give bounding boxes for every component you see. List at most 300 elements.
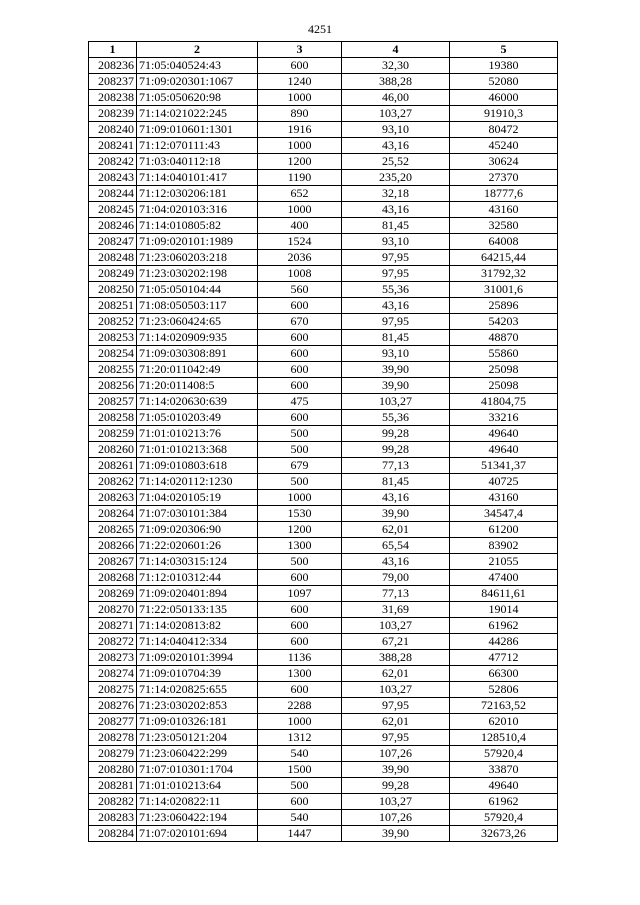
specific-value-cell: 43,16 [342, 138, 450, 154]
row-number-cell: 208255 [89, 362, 137, 378]
area-cell: 600 [258, 682, 342, 698]
area-cell: 400 [258, 218, 342, 234]
column-header-5: 5 [450, 42, 558, 58]
cadastral-value-cell: 34547,4 [450, 506, 558, 522]
table-row [89, 682, 558, 698]
cadastral-number-cell: 71:09:020101:3994 [137, 650, 258, 666]
specific-value-cell: 97,95 [342, 730, 450, 746]
table-row [89, 410, 558, 426]
row-number-cell: 208260 [89, 442, 137, 458]
cadastral-value-cell: 52080 [450, 74, 558, 90]
table-row [89, 522, 558, 538]
row-number-cell: 208266 [89, 538, 137, 554]
row-number-cell: 208249 [89, 266, 137, 282]
cadastral-number-cell: 71:04:020105:19 [137, 490, 258, 506]
table-row [89, 634, 558, 650]
cadastral-value-cell: 49640 [450, 426, 558, 442]
area-cell: 1916 [258, 122, 342, 138]
table-row [89, 826, 558, 842]
specific-value-cell: 39,90 [342, 762, 450, 778]
area-cell: 500 [258, 778, 342, 794]
area-cell: 1000 [258, 138, 342, 154]
cadastral-number-cell: 71:07:010301:1704 [137, 762, 258, 778]
specific-value-cell: 93,10 [342, 234, 450, 250]
area-cell: 1524 [258, 234, 342, 250]
specific-value-cell: 388,28 [342, 74, 450, 90]
specific-value-cell: 103,27 [342, 394, 450, 410]
specific-value-cell: 43,16 [342, 202, 450, 218]
specific-value-cell: 81,45 [342, 330, 450, 346]
cadastral-value-cell: 84611,61 [450, 586, 558, 602]
row-number-cell: 208244 [89, 186, 137, 202]
table-row [89, 730, 558, 746]
table-row [89, 458, 558, 474]
cadastral-number-cell: 71:22:050133:135 [137, 602, 258, 618]
table-row [89, 330, 558, 346]
area-cell: 600 [258, 602, 342, 618]
table-row [89, 138, 558, 154]
specific-value-cell: 93,10 [342, 122, 450, 138]
specific-value-cell: 77,13 [342, 586, 450, 602]
specific-value-cell: 43,16 [342, 490, 450, 506]
cadastral-value-cell: 19380 [450, 58, 558, 74]
cadastral-number-cell: 71:05:050620:98 [137, 90, 258, 106]
row-number-cell: 208259 [89, 426, 137, 442]
specific-value-cell: 103,27 [342, 794, 450, 810]
row-number-cell: 208258 [89, 410, 137, 426]
specific-value-cell: 43,16 [342, 298, 450, 314]
specific-value-cell: 81,45 [342, 218, 450, 234]
table-row [89, 714, 558, 730]
cadastral-value-cell: 43160 [450, 490, 558, 506]
cadastral-number-cell: 71:14:040412:334 [137, 634, 258, 650]
area-cell: 1000 [258, 202, 342, 218]
specific-value-cell: 62,01 [342, 522, 450, 538]
row-number-cell: 208269 [89, 586, 137, 602]
specific-value-cell: 103,27 [342, 106, 450, 122]
cadastral-number-cell: 71:05:010203:49 [137, 410, 258, 426]
cadastral-value-cell: 44286 [450, 634, 558, 650]
table-row [89, 346, 558, 362]
cadastral-number-cell: 71:09:020401:894 [137, 586, 258, 602]
area-cell: 1500 [258, 762, 342, 778]
cadastral-value-cell: 25098 [450, 362, 558, 378]
area-cell: 1000 [258, 714, 342, 730]
cadastral-value-cell: 32673,26 [450, 826, 558, 842]
row-number-cell: 208253 [89, 330, 137, 346]
cadastral-number-cell: 71:07:020101:694 [137, 826, 258, 842]
cadastral-value-cell: 40725 [450, 474, 558, 490]
row-number-cell: 208248 [89, 250, 137, 266]
specific-value-cell: 32,18 [342, 186, 450, 202]
area-cell: 560 [258, 282, 342, 298]
cadastral-number-cell: 71:09:030308:891 [137, 346, 258, 362]
specific-value-cell: 107,26 [342, 746, 450, 762]
cadastral-value-cell: 54203 [450, 314, 558, 330]
table-row [89, 490, 558, 506]
specific-value-cell: 65,54 [342, 538, 450, 554]
area-cell: 1200 [258, 522, 342, 538]
cadastral-value-cell: 61962 [450, 794, 558, 810]
cadastral-number-cell: 71:12:010312:44 [137, 570, 258, 586]
table-row [89, 218, 558, 234]
cadastral-value-cell: 49640 [450, 442, 558, 458]
specific-value-cell: 55,36 [342, 282, 450, 298]
cadastral-number-cell: 71:08:050503:117 [137, 298, 258, 314]
cadastral-number-cell: 71:14:030315:124 [137, 554, 258, 570]
cadastral-number-cell: 71:14:010805:82 [137, 218, 258, 234]
cadastral-value-cell: 57920,4 [450, 810, 558, 826]
cadastral-number-cell: 71:14:020112:1230 [137, 474, 258, 490]
row-number-cell: 208257 [89, 394, 137, 410]
cadastral-value-cell: 21055 [450, 554, 558, 570]
row-number-cell: 208271 [89, 618, 137, 634]
table-row [89, 154, 558, 170]
row-number-cell: 208236 [89, 58, 137, 74]
cadastral-value-cell: 45240 [450, 138, 558, 154]
area-cell: 600 [258, 378, 342, 394]
column-header-1: 1 [89, 42, 137, 58]
row-number-cell: 208237 [89, 74, 137, 90]
area-cell: 600 [258, 794, 342, 810]
cadastral-value-cell: 27370 [450, 170, 558, 186]
cadastral-value-cell: 128510,4 [450, 730, 558, 746]
area-cell: 1447 [258, 826, 342, 842]
cadastral-number-cell: 71:14:020813:82 [137, 618, 258, 634]
area-cell: 1000 [258, 90, 342, 106]
specific-value-cell: 39,90 [342, 826, 450, 842]
row-number-cell: 208279 [89, 746, 137, 762]
area-cell: 540 [258, 746, 342, 762]
table-body [89, 58, 558, 842]
column-header-4: 4 [342, 42, 450, 58]
row-number-cell: 208270 [89, 602, 137, 618]
cadastral-number-cell: 71:01:010213:368 [137, 442, 258, 458]
cadastral-number-cell: 71:01:010213:76 [137, 426, 258, 442]
cadastral-value-cell: 49640 [450, 778, 558, 794]
specific-value-cell: 97,95 [342, 314, 450, 330]
table-row [89, 202, 558, 218]
specific-value-cell: 77,13 [342, 458, 450, 474]
table-row [89, 106, 558, 122]
row-number-cell: 208272 [89, 634, 137, 650]
specific-value-cell: 39,90 [342, 362, 450, 378]
specific-value-cell: 97,95 [342, 698, 450, 714]
table-row [89, 90, 558, 106]
cadastral-number-cell: 71:23:050121:204 [137, 730, 258, 746]
cadastral-value-cell: 25896 [450, 298, 558, 314]
cadastral-number-cell: 71:14:020630:639 [137, 394, 258, 410]
cadastral-number-cell: 71:14:040101:417 [137, 170, 258, 186]
specific-value-cell: 67,21 [342, 634, 450, 650]
area-cell: 1240 [258, 74, 342, 90]
table-row [89, 650, 558, 666]
cadastral-value-cell: 33216 [450, 410, 558, 426]
cadastral-value-cell: 64215,44 [450, 250, 558, 266]
row-number-cell: 208243 [89, 170, 137, 186]
row-number-cell: 208268 [89, 570, 137, 586]
table-row [89, 618, 558, 634]
cadastral-value-cell: 41804,75 [450, 394, 558, 410]
cadastral-value-cell: 62010 [450, 714, 558, 730]
specific-value-cell: 81,45 [342, 474, 450, 490]
row-number-cell: 208284 [89, 826, 137, 842]
specific-value-cell: 43,16 [342, 554, 450, 570]
area-cell: 540 [258, 810, 342, 826]
table-row [89, 282, 558, 298]
cadastral-number-cell: 71:05:040524:43 [137, 58, 258, 74]
table-row [89, 170, 558, 186]
row-number-cell: 208247 [89, 234, 137, 250]
table-row [89, 378, 558, 394]
table-row [89, 186, 558, 202]
row-number-cell: 208242 [89, 154, 137, 170]
cadastral-number-cell: 71:09:020301:1067 [137, 74, 258, 90]
cadastral-number-cell: 71:01:010213:64 [137, 778, 258, 794]
specific-value-cell: 32,30 [342, 58, 450, 74]
row-number-cell: 208276 [89, 698, 137, 714]
cadastral-value-cell: 80472 [450, 122, 558, 138]
area-cell: 500 [258, 554, 342, 570]
table-row [89, 794, 558, 810]
area-cell: 2288 [258, 698, 342, 714]
table-row [89, 74, 558, 90]
specific-value-cell: 25,52 [342, 154, 450, 170]
cadastral-number-cell: 71:12:030206:181 [137, 186, 258, 202]
cadastral-value-cell: 31792,32 [450, 266, 558, 282]
cadastral-number-cell: 71:23:030202:853 [137, 698, 258, 714]
row-number-cell: 208241 [89, 138, 137, 154]
row-number-cell: 208280 [89, 762, 137, 778]
cadastral-value-cell: 30624 [450, 154, 558, 170]
table-row [89, 122, 558, 138]
row-number-cell: 208265 [89, 522, 137, 538]
specific-value-cell: 46,00 [342, 90, 450, 106]
cadastral-value-cell: 51341,37 [450, 458, 558, 474]
table-header-row [89, 42, 558, 58]
table-row [89, 586, 558, 602]
row-number-cell: 208245 [89, 202, 137, 218]
specific-value-cell: 97,95 [342, 266, 450, 282]
area-cell: 1312 [258, 730, 342, 746]
table-row [89, 250, 558, 266]
cadastral-value-cell: 52806 [450, 682, 558, 698]
row-number-cell: 208282 [89, 794, 137, 810]
cadastral-value-cell: 18777,6 [450, 186, 558, 202]
cadastral-value-cell: 25098 [450, 378, 558, 394]
row-number-cell: 208281 [89, 778, 137, 794]
table-row [89, 394, 558, 410]
cadastral-value-cell: 55860 [450, 346, 558, 362]
table-row [89, 506, 558, 522]
table-row [89, 698, 558, 714]
row-number-cell: 208239 [89, 106, 137, 122]
specific-value-cell: 97,95 [342, 250, 450, 266]
table-row [89, 362, 558, 378]
area-cell: 600 [258, 58, 342, 74]
area-cell: 475 [258, 394, 342, 410]
cadastral-number-cell: 71:09:010326:181 [137, 714, 258, 730]
cadastral-value-cell: 57920,4 [450, 746, 558, 762]
cadastral-number-cell: 71:20:011408:5 [137, 378, 258, 394]
specific-value-cell: 235,20 [342, 170, 450, 186]
cadastral-number-cell: 71:20:011042:49 [137, 362, 258, 378]
table-row [89, 554, 558, 570]
table-row [89, 474, 558, 490]
cadastral-number-cell: 71:09:010601:1301 [137, 122, 258, 138]
cadastral-number-cell: 71:07:030101:384 [137, 506, 258, 522]
row-number-cell: 208273 [89, 650, 137, 666]
specific-value-cell: 99,28 [342, 442, 450, 458]
specific-value-cell: 107,26 [342, 810, 450, 826]
row-number-cell: 208274 [89, 666, 137, 682]
table-row [89, 778, 558, 794]
row-number-cell: 208264 [89, 506, 137, 522]
table-row [89, 298, 558, 314]
row-number-cell: 208283 [89, 810, 137, 826]
cadastral-number-cell: 71:23:030202:198 [137, 266, 258, 282]
specific-value-cell: 62,01 [342, 666, 450, 682]
area-cell: 670 [258, 314, 342, 330]
table-row [89, 314, 558, 330]
area-cell: 600 [258, 410, 342, 426]
specific-value-cell: 93,10 [342, 346, 450, 362]
column-header-3: 3 [258, 42, 342, 58]
area-cell: 1097 [258, 586, 342, 602]
area-cell: 679 [258, 458, 342, 474]
specific-value-cell: 39,90 [342, 506, 450, 522]
table-row [89, 538, 558, 554]
table-row [89, 234, 558, 250]
cadastral-number-cell: 71:23:060203:218 [137, 250, 258, 266]
row-number-cell: 208275 [89, 682, 137, 698]
cadastral-number-cell: 71:14:021022:245 [137, 106, 258, 122]
area-cell: 600 [258, 362, 342, 378]
specific-value-cell: 55,36 [342, 410, 450, 426]
cadastral-value-cell: 48870 [450, 330, 558, 346]
row-number-cell: 208261 [89, 458, 137, 474]
area-cell: 600 [258, 634, 342, 650]
cadastral-value-cell: 61962 [450, 618, 558, 634]
area-cell: 652 [258, 186, 342, 202]
row-number-cell: 208263 [89, 490, 137, 506]
specific-value-cell: 79,00 [342, 570, 450, 586]
specific-value-cell: 99,28 [342, 778, 450, 794]
area-cell: 1300 [258, 666, 342, 682]
area-cell: 1190 [258, 170, 342, 186]
cadastral-number-cell: 71:09:010803:618 [137, 458, 258, 474]
area-cell: 600 [258, 570, 342, 586]
table-row [89, 426, 558, 442]
specific-value-cell: 99,28 [342, 426, 450, 442]
cadastral-number-cell: 71:14:020909:935 [137, 330, 258, 346]
cadastral-number-cell: 71:14:020822:11 [137, 794, 258, 810]
cadastral-value-cell: 47400 [450, 570, 558, 586]
specific-value-cell: 39,90 [342, 378, 450, 394]
area-cell: 1008 [258, 266, 342, 282]
cadastral-value-cell: 46000 [450, 90, 558, 106]
column-header-2: 2 [137, 42, 258, 58]
specific-value-cell: 388,28 [342, 650, 450, 666]
cadastral-number-cell: 71:09:010704:39 [137, 666, 258, 682]
table-row [89, 746, 558, 762]
cadastral-number-cell: 71:05:050104:44 [137, 282, 258, 298]
row-number-cell: 208238 [89, 90, 137, 106]
cadastral-number-cell: 71:23:060422:194 [137, 810, 258, 826]
area-cell: 500 [258, 474, 342, 490]
row-number-cell: 208262 [89, 474, 137, 490]
area-cell: 600 [258, 330, 342, 346]
cadastral-value-cell: 31001,6 [450, 282, 558, 298]
specific-value-cell: 31,69 [342, 602, 450, 618]
cadastral-value-cell: 83902 [450, 538, 558, 554]
row-number-cell: 208252 [89, 314, 137, 330]
cadastral-value-cell: 32580 [450, 218, 558, 234]
cadastral-value-cell: 43160 [450, 202, 558, 218]
row-number-cell: 208250 [89, 282, 137, 298]
row-number-cell: 208254 [89, 346, 137, 362]
cadastral-number-cell: 71:22:020601:26 [137, 538, 258, 554]
row-number-cell: 208256 [89, 378, 137, 394]
specific-value-cell: 103,27 [342, 618, 450, 634]
cadastral-value-cell: 33870 [450, 762, 558, 778]
cadastral-number-cell: 71:12:070111:43 [137, 138, 258, 154]
cadastral-value-cell: 61200 [450, 522, 558, 538]
row-number-cell: 208277 [89, 714, 137, 730]
table-row [89, 602, 558, 618]
area-cell: 1530 [258, 506, 342, 522]
cadastral-value-cell: 19014 [450, 602, 558, 618]
cadastral-value-cell: 72163,52 [450, 698, 558, 714]
area-cell: 600 [258, 618, 342, 634]
table-row [89, 570, 558, 586]
cadastral-number-cell: 71:23:060424:65 [137, 314, 258, 330]
cadastral-value-cell: 66300 [450, 666, 558, 682]
area-cell: 500 [258, 426, 342, 442]
area-cell: 1000 [258, 490, 342, 506]
area-cell: 1136 [258, 650, 342, 666]
table-row [89, 810, 558, 826]
row-number-cell: 208251 [89, 298, 137, 314]
cadastral-value-cell: 91910,3 [450, 106, 558, 122]
cadastral-number-cell: 71:23:060422:299 [137, 746, 258, 762]
area-cell: 890 [258, 106, 342, 122]
cadastral-number-cell: 71:14:020825:655 [137, 682, 258, 698]
table-row [89, 762, 558, 778]
cadastral-number-cell: 71:03:040112:18 [137, 154, 258, 170]
area-cell: 600 [258, 346, 342, 362]
area-cell: 2036 [258, 250, 342, 266]
row-number-cell: 208267 [89, 554, 137, 570]
area-cell: 1200 [258, 154, 342, 170]
area-cell: 600 [258, 298, 342, 314]
table-row [89, 266, 558, 282]
cadastral-value-table [88, 41, 558, 842]
table-row [89, 666, 558, 682]
row-number-cell: 208278 [89, 730, 137, 746]
table-row [89, 442, 558, 458]
area-cell: 500 [258, 442, 342, 458]
cadastral-value-cell: 47712 [450, 650, 558, 666]
cadastral-number-cell: 71:09:020306:90 [137, 522, 258, 538]
cadastral-number-cell: 71:09:020101:1989 [137, 234, 258, 250]
specific-value-cell: 103,27 [342, 682, 450, 698]
table-row [89, 58, 558, 74]
specific-value-cell: 62,01 [342, 714, 450, 730]
area-cell: 1300 [258, 538, 342, 554]
page-number: 4251 [308, 22, 332, 36]
row-number-cell: 208240 [89, 122, 137, 138]
